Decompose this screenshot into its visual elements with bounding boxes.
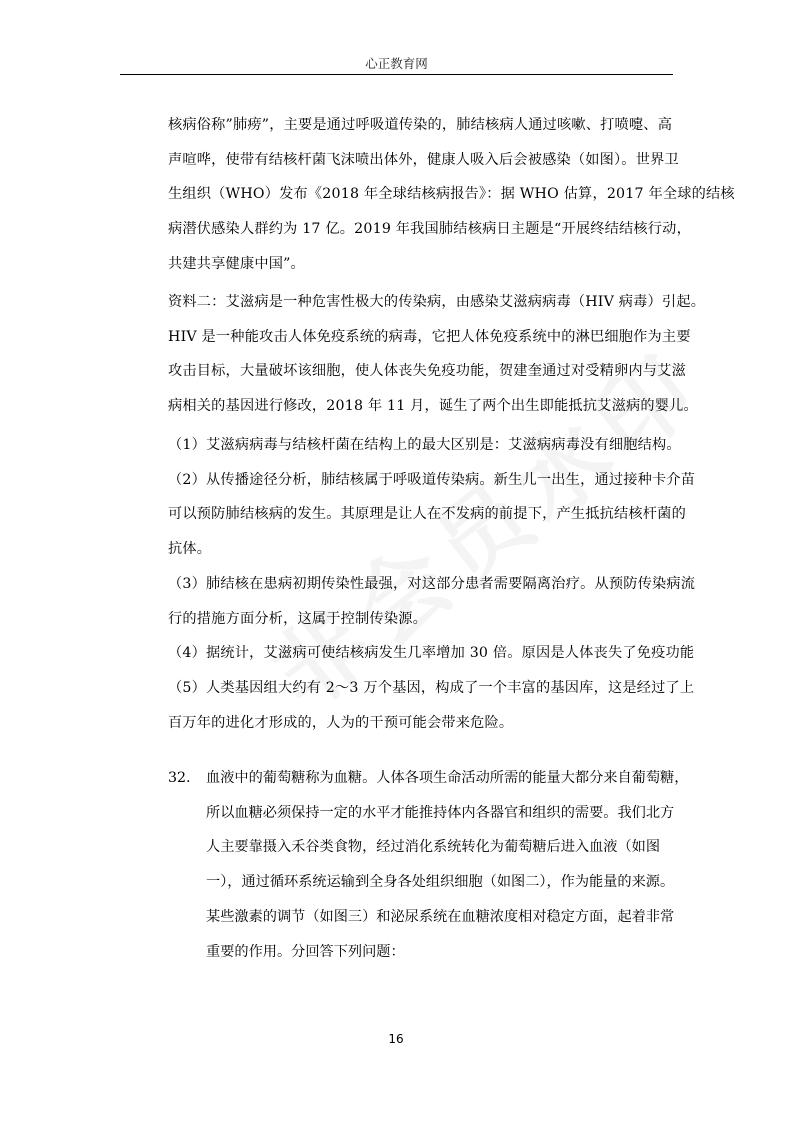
answer-line: （1）艾滋病病毒与结核杆菌在结构上的最大区别是：艾滋病病毒没有细胞结构。: [168, 437, 681, 453]
text-line: 资料二：艾滋病是一种危害性极大的传染病，由感染艾滋病病毒（HIV 病毒）引起。: [168, 294, 706, 310]
page-number: 16: [388, 1032, 404, 1046]
answer-list: [168, 428, 696, 740]
answer-line: （4）据统计，艾滋病可使结核病发生几率增加 30 倍。原因是人体丧失了免疫功能: [168, 645, 695, 662]
answer-line: 抗体。: [168, 541, 212, 558]
answer-line: （5）人类基因组大约有 2～3 万个基因，构成了一个丰富的基因库，这是经过了上: [168, 679, 695, 696]
question-line: 血液中的葡萄糖称为血糖。人体各项生命活动所需的能量大都分来自葡萄糖，: [206, 770, 689, 786]
text-line: 攻击目标，大量破坏该细胞，使人体丧失免疫功能，贺建奎通过对受精卵内与艾滋: [168, 363, 686, 380]
text-line: 病潜伏感染人群约为 17 亿。2019 年我国肺结核病日主题是“开展终结结核行动，: [168, 221, 691, 238]
question-line: 某些激素的调节（如图三）和泌尿系统在血糖浓度相对稳定方面，起着非常: [206, 908, 675, 925]
text-line: 病相关的基因进行修改，2018 年 11 月，诞生了两个出生即能抵抗艾滋病的婴儿。: [168, 398, 698, 415]
question-line: 一），通过循环系统运输到全身各处组织细胞（如图二），作为能量的来源。: [206, 874, 675, 891]
question-32-text: [206, 761, 689, 969]
text-line: HIV 是一种能攻击人体免疫系统的病毒，它把人体免疫系统中的淋巴细胞作为主要: [168, 328, 691, 345]
question-line: 重要的作用。分回答下列问题：: [206, 943, 405, 960]
header-divider: [120, 74, 673, 75]
paragraph-material-two: [168, 285, 706, 424]
answer-line: （2）从传播途径分析，肺结核属于呼吸道传染病。新生儿一出生，通过接种卡介苗: [168, 471, 696, 488]
answer-line: 百万年的进化才形成的，人为的干预可能会带来危险。: [168, 714, 514, 731]
text-line: 声喧哗，使带有结核杆菌飞沫喷出体外，健康人吸入后会被感染（如图）。世界卫: [168, 151, 679, 168]
answer-line: 可以预防肺结核病的发生。其原理是让人在不发病的前提下，产生抵抗结核杆菌的: [168, 506, 686, 523]
question-line: 人主要靠摄入禾谷类食物，经过消化系统转化为葡萄糖后进入血液（如图: [206, 839, 661, 856]
question-number: 32.: [168, 770, 191, 786]
paragraph-tuberculosis: [168, 108, 735, 282]
page-header: 心正教育网: [365, 56, 428, 71]
answer-line: （3）肺结核在患病初期传染性最强，对这部分患者需要隔离治疗。从预防传染病流: [168, 575, 696, 592]
answer-line: 行的措施方面分析，这属于控制传染源。: [168, 610, 427, 627]
question-line: 所以血糖必须保持一定的水平才能推持体内各器官和组织的需要。我们北方: [206, 804, 675, 821]
text-line: 生组织（WHO）发布《2018 年全球结核病报告》：据 WHO 估算，2017 年全球的结核: [168, 186, 735, 203]
text-line: 共建共享健康中国”。: [168, 255, 305, 272]
text-line: 核病俗称”肺痨”，主要是通过呼吸道传染的，肺结核病人通过咳嗽、打喷嚏、高: [168, 117, 673, 133]
